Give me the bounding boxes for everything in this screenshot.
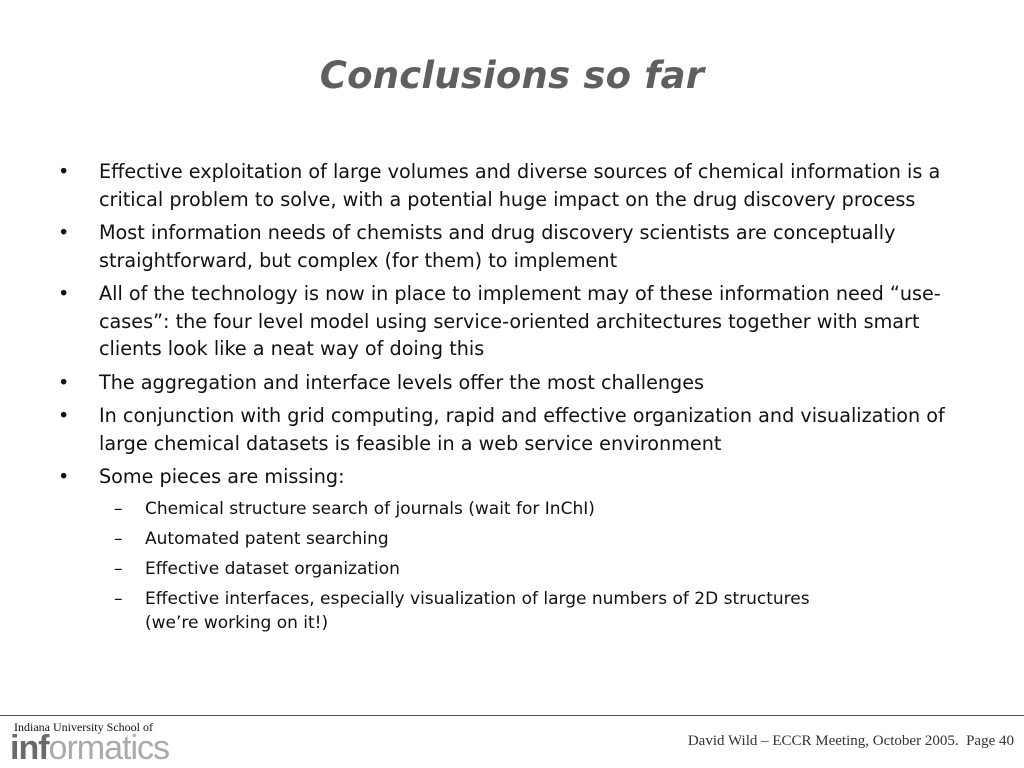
sub-bullet-text: Chemical structure search of journals (wait for InChI) bbox=[145, 498, 595, 519]
bullet-marker: • bbox=[58, 404, 70, 427]
bullet-text: The aggregation and interface levels offer the most challenges bbox=[99, 370, 705, 394]
sub-bullet-item bbox=[58, 527, 978, 551]
bullet-item bbox=[58, 280, 978, 363]
bullet-item bbox=[58, 402, 978, 457]
bullet-item bbox=[58, 158, 978, 213]
sub-bullet-continuation: (we’re working on it!) bbox=[145, 612, 329, 633]
bullet-marker: • bbox=[58, 221, 70, 244]
bullet-text: In conjunction with grid computing, rapid and effective organization and visualization of large chemical datasets is feasible in a web service environment bbox=[99, 404, 945, 455]
sub-bullet-text: Effective interfaces, especially visualization of large numbers of 2D structures bbox=[145, 588, 810, 609]
logo-light-part: ormatics bbox=[48, 729, 170, 767]
sub-bullet-list bbox=[99, 497, 978, 635]
sub-bullet-item bbox=[58, 557, 978, 581]
informatics-logo bbox=[10, 730, 169, 766]
bullet-text: Effective exploitation of large volumes and diverse sources of chemical information is a critical problem to solve, with a potential huge impact on the drug discovery process bbox=[99, 160, 941, 211]
bullet-text: Some pieces are missing: bbox=[99, 465, 345, 488]
bullet-item bbox=[58, 369, 978, 397]
bullet-marker: • bbox=[58, 370, 70, 394]
sub-bullet-marker: – bbox=[114, 588, 123, 609]
bullet-marker: • bbox=[58, 282, 70, 305]
bullet-item bbox=[58, 219, 978, 274]
bullet-list bbox=[58, 158, 978, 641]
bullet-text: All of the technology is now in place to implement may of these information need “use-cases”: the four level model using service-oriented architectures together with smart clients look like a neat way of doing this bbox=[99, 282, 941, 360]
sub-bullet-text: Effective dataset organization bbox=[145, 558, 400, 579]
bullet-item bbox=[58, 463, 978, 635]
logo-caption: Indiana University School of bbox=[14, 720, 153, 734]
sub-bullet-marker: – bbox=[114, 558, 123, 579]
sub-bullet-marker: – bbox=[114, 528, 123, 549]
slide-title: Conclusions so far bbox=[319, 54, 705, 97]
sub-bullet-item bbox=[58, 587, 978, 635]
bullet-marker: • bbox=[58, 160, 70, 183]
logo-strong-part: inf bbox=[10, 729, 49, 767]
bullet-text: Most information needs of chemists and drug discovery scientists are conceptually straightforward, but complex (for them) to implement bbox=[99, 221, 896, 272]
footer-divider bbox=[0, 715, 1024, 716]
sub-bullet-item bbox=[58, 497, 978, 521]
sub-bullet-marker: – bbox=[114, 498, 123, 519]
sub-bullet-text: Automated patent searching bbox=[145, 528, 389, 549]
footer-text: David Wild – ECCR Meeting, October 2005. Page 40 bbox=[687, 733, 1014, 749]
bullet-marker: • bbox=[58, 465, 70, 488]
